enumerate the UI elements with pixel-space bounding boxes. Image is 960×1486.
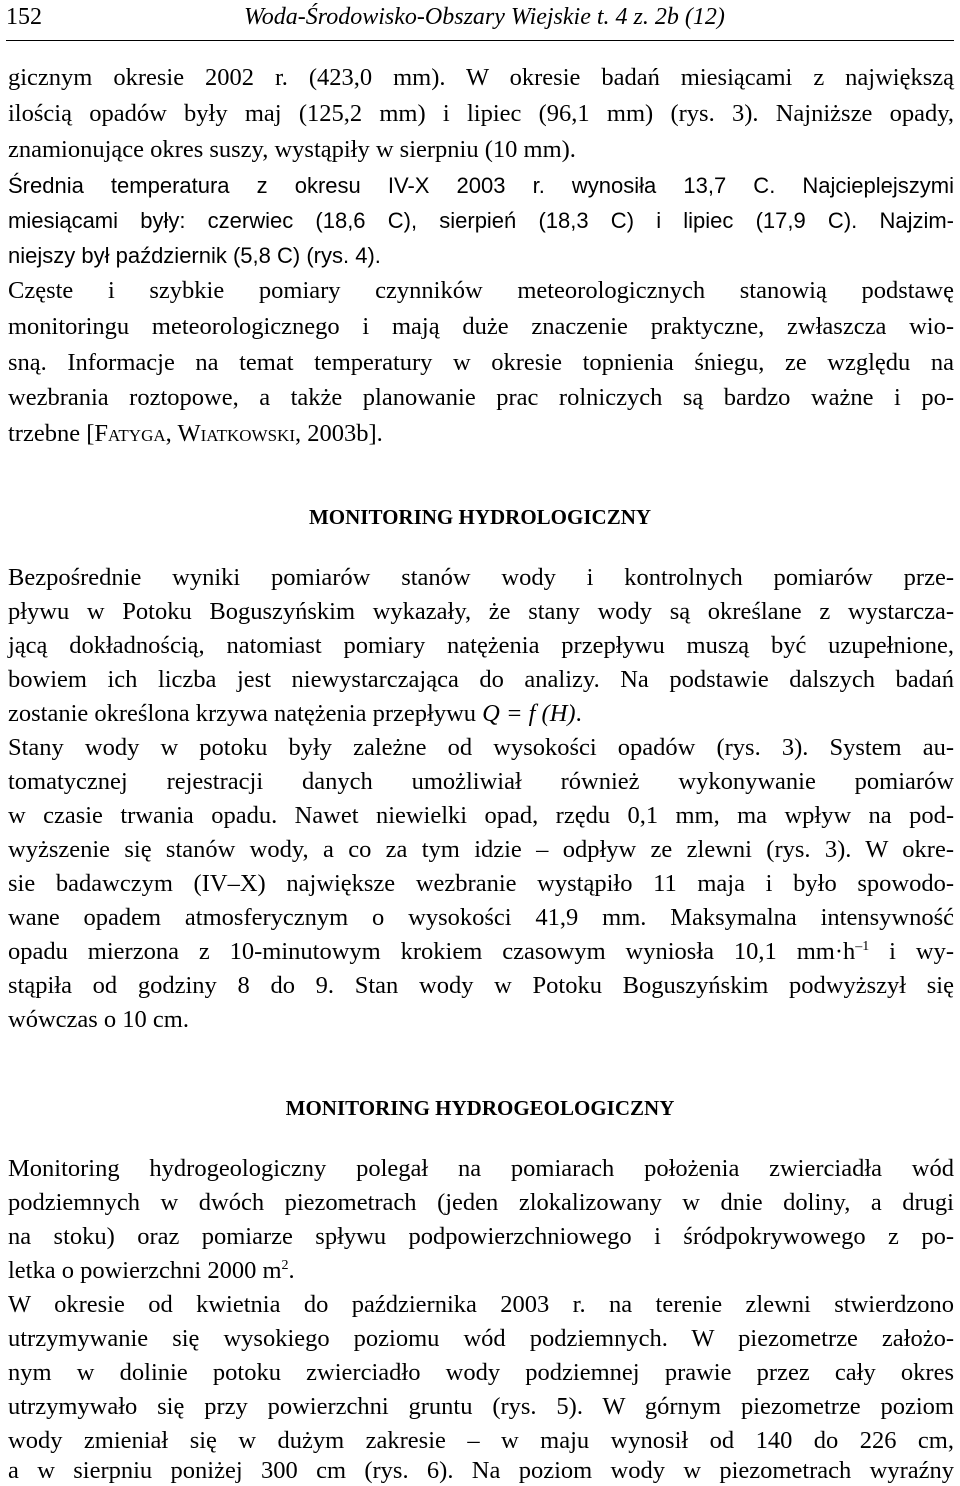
text-line: Częste i szybkie pomiary czynników meteorologicznych stanowią podstawę	[8, 277, 954, 304]
text-line: Bezpośrednie wyniki pomiarów stanów wody i kontrolnych pomiarów prze-	[8, 564, 954, 591]
text-line: Średnia temperatura z okresu IV-X 2003 r. wynosiła 13,7 C. Najcieplejszymi	[8, 173, 954, 198]
text-fragment: zostanie określona krzywa natężenia przepływu	[8, 700, 483, 727]
text-line: pływu w Potoku Boguszyńskim wykazały, że stany wody są określane z wystarcza-	[8, 598, 954, 625]
section-heading-hydrogeology: MONITORING HYDROGEOLOGICZNY	[285, 1096, 675, 1120]
text-line: Stany wody w potoku były zależne od wysokości opadów (rys. 3). System au-	[8, 734, 954, 761]
text-line: W okresie od kwietnia do października 2003 r. na terenie zlewni stwierdzono	[8, 1291, 954, 1318]
text-line: gicznym okresie 2002 r. (423,0 mm). W okresie badań miesiącami z największą	[8, 64, 954, 91]
text-line: Monitoring hydrogeologiczny polegał na pomiarach położenia zwierciadła wód	[8, 1155, 954, 1182]
citation-author: atyga	[108, 420, 166, 447]
text-line: monitoringu meteorologicznego i mają duże znaczenie praktyczne, zwłaszcza wio-	[8, 313, 954, 340]
text-line-formula	[8, 698, 954, 729]
text-line: znamionujące okres suszy, wystąpiły w sierpniu (10 mm).	[8, 136, 576, 163]
exponent: –1	[855, 938, 870, 954]
text-line: a w sierpniu poniżej 300 cm (rys. 6). Na poziom wody w piezometrach wyraźny	[8, 1457, 954, 1484]
text-line: tomatycznej rejestracji danych umożliwiał również wykonywanie pomiarów	[8, 768, 954, 795]
text-fragment: ,	[165, 420, 178, 447]
text-line: bowiem ich liczba jest niewystarczająca do analizy. Na podstawie dalszych badań	[8, 666, 954, 693]
page-number: 152	[6, 4, 42, 30]
header-rule	[6, 40, 954, 41]
text-line: utrzymywanie się wysokiego poziomu wód podziemnych. W piezometrze założo-	[8, 1325, 954, 1352]
text-fragment: i wy-	[869, 938, 954, 965]
text-line: wówczas o 10 cm.	[8, 1006, 189, 1033]
text-line: utrzymywało się przy powierzchni gruntu (rys. 5). W górnym piezometrze poziom	[8, 1393, 954, 1420]
text-line: wyższenie się stanów wody, a co za tym idzie – odpływ ze zlewni (rys. 3). W okre-	[8, 836, 954, 863]
text-line: sie badawczym (IV–X) największe wezbranie wystąpiło 11 maja i było spowodo-	[8, 870, 954, 897]
citation-author: iatkowski	[200, 420, 295, 447]
text-line: wody zmieniał się w dużym zakresie – w maju wynosił od 140 do 226 cm,	[8, 1427, 954, 1454]
text-line-citation	[8, 418, 954, 449]
text-fragment: .	[575, 700, 582, 727]
text-line: niejszy był październik (5,8 C) (rys. 4).	[8, 243, 381, 268]
citation-author-initial: F	[94, 420, 109, 447]
text-line: stąpiła od godziny 8 do 9. Stan wody w Potoku Boguszyńskim podwyższył się	[8, 972, 954, 999]
text-line: na stoku) oraz pomiarze spływu podpowierzchniowego i śródpokrywowego z po-	[8, 1223, 954, 1250]
text-fragment: opadu mierzona z 10-minutowym krokiem czasowym wyniosła 10,1 mm·h	[8, 938, 856, 965]
text-fragment: letka o powierzchni 2000 m	[8, 1257, 282, 1284]
text-fragment: trzebne [	[8, 420, 95, 447]
journal-title: Woda-Środowisko-Obszary Wiejskie t. 4 z. 2b (12)	[244, 4, 725, 30]
text-line-area	[8, 1255, 954, 1286]
text-fragment: .	[288, 1257, 295, 1284]
text-line: wane opadem atmosferycznym o wysokości 41,9 mm. Maksymalna intensywność	[8, 904, 954, 931]
formula: Q = f (H)	[482, 700, 576, 727]
text-line: miesiącami były: czerwiec (18,6 C), sierpień (18,3 C) i lipiec (17,9 C). Najzim-	[8, 208, 954, 233]
text-line: ilością opadów były maj (125,2 mm) i lipiec (96,1 mm) (rys. 3). Najniższe opady,	[8, 100, 954, 127]
running-header	[0, 0, 960, 44]
section-heading-hydrology: MONITORING HYDROLOGICZNY	[308, 505, 652, 529]
text-line: jącą dokładnością, natomiast pomiary natężenia przepływu muszą być uzupełnione,	[8, 632, 954, 659]
text-line: sną. Informacje na temat temperatury w okresie topnienia śniegu, ze względu na	[8, 349, 954, 376]
text-line: w czasie trwania opadu. Nawet niewielki opad, rzędu 0,1 mm, ma wpływ na pod-	[8, 802, 954, 829]
citation-author-initial: W	[177, 420, 201, 447]
text-line: podziemnych w dwóch piezometrach (jeden zlokalizowany w dnie doliny, a drugi	[8, 1189, 954, 1216]
text-line-units	[8, 936, 954, 967]
text-line: wezbrania roztopowe, a także planowanie prac rolniczych są bardzo ważne i po-	[8, 384, 954, 411]
text-fragment: , 2003b].	[295, 420, 383, 447]
text-line: nym w dolinie potoku zwierciadło wody podziemnej prawie przez cały okres	[8, 1359, 954, 1386]
exponent: 2	[281, 1257, 289, 1273]
